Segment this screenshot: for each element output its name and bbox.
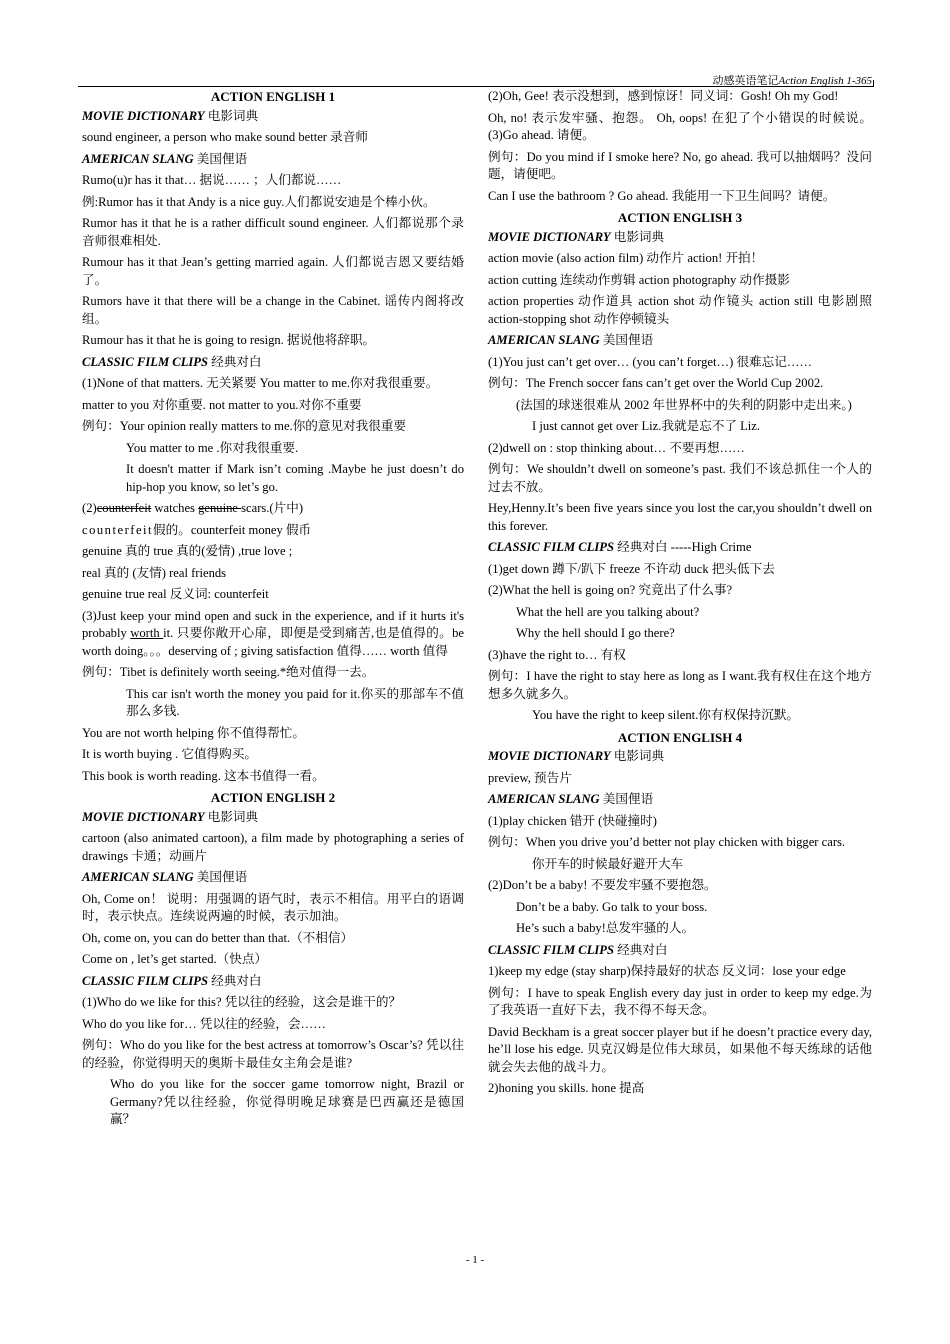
example-line: I just cannot get over Liz.我就是忘不了 Liz. <box>532 419 761 433</box>
subsection-label <box>488 942 872 960</box>
subsection-label-cn: 美国俚语 <box>193 870 248 884</box>
spaced-word: counterfeit <box>82 522 154 537</box>
note-line: 例句：The French soccer fans can’t get over the World Cup 2002. <box>488 376 824 390</box>
note-line: (1)play chicken 错开 (快碰撞时) <box>488 813 657 828</box>
section-heading: ACTION ENGLISH 4 <box>617 729 743 745</box>
header-rule-tick <box>873 80 874 87</box>
note-line: 1)keep my edge (stay sharp)保持最好的状态 反义词：lose your edge <box>488 964 846 978</box>
note-line: Rumour has it that Jean’s getting married again. 人们都说吉恩又要结婚了。 <box>82 255 464 287</box>
subsection-label-cn: 经典对白 <box>207 973 262 988</box>
note-line: Rumor has it that he is a rather difficult sound engineer. 人们都说那个录音师很难相处. <box>82 216 464 248</box>
note-line: 例句：Who do you like for the best actress at tomorrow’s Oscar’s? 凭以往的经验，你觉得明天的奥斯卡最佳女主角会是谁? <box>82 1038 464 1070</box>
text-run: watches <box>151 501 199 515</box>
note-line: matter to you 对你重要. not matter to you.对你不重要 <box>82 397 362 412</box>
example-line: Don’t be a baby. Go talk to your boss. <box>516 899 708 914</box>
subsection-label-en: CLASSIC FILM CLIPS <box>82 973 208 988</box>
text-run: it. 只要你敞开心扉，即便是受到痛苦,也是值得的。be worth doing。。。deserving of ; giving satisfaction 值得…… worth 值得 <box>82 626 464 658</box>
note-line: 例句：I have the right to stay here as long as I want.我有权住在这个地方想多久就多久。 <box>488 669 872 701</box>
note-line: 例句：We shouldn’t dwell on someone’s past. 我们不该总抓住一个人的过去不放。 <box>488 462 872 494</box>
text-run: (2) <box>82 501 97 515</box>
example-line: You have the right to keep silent.你有权保持沉默。 <box>532 708 800 722</box>
subsection-label <box>488 539 872 557</box>
note-line: action properties 动作道具 action shot 动作镜头 action still 电影剧照 action-stopping shot 动作停顿镜头 <box>488 294 872 326</box>
note-line: (2)Don’t be a baby! 不要发牢骚不要抱怨。 <box>488 878 717 892</box>
subsection-label-en: MOVIE DICTIONARY <box>488 229 611 244</box>
subsection-label-cn: 电影词典 <box>204 809 259 824</box>
note-line: action cutting 连续动作剪辑 action photography 动作摄影 <box>488 272 790 287</box>
note-line: (3)have the right to… 有权 <box>488 647 626 662</box>
note-line: (2)dwell on : stop thinking about… 不要再想…… <box>488 440 745 455</box>
note-line: Oh, come on, you can do better than that.（不相信） <box>82 930 354 945</box>
note-line: genuine 真的 true 真的(爱情) ,true love ; <box>82 544 293 558</box>
note-line: Rumo(u)r has it that… 据说…… ；人们都说…… <box>82 173 342 187</box>
note-line: Come on , let’s get started.（快点） <box>82 952 268 966</box>
header-rule <box>78 86 874 87</box>
note-line: Oh, Come on！ 说明：用强调的语气时，表示不相信。用平白的语调时，表示快点。连续说两遍的时候，表示加油。 <box>82 891 464 923</box>
subsection-label-en: AMERICAN SLANG <box>82 870 194 884</box>
page-number: - 1 - <box>465 1254 485 1266</box>
note-line: 例句：Tibet is definitely worth seeing.*绝对值得一去。 <box>82 665 375 679</box>
example-line: 你开车的时候最好避开大车 <box>532 856 684 871</box>
subsection-label <box>82 809 464 827</box>
subsection-label-en: MOVIE DICTIONARY <box>82 809 205 824</box>
example-line: It doesn't matter if Mark isn’t coming .Maybe he just doesn’t do hip-hop you know, so let’s go. <box>126 462 464 494</box>
note-line: real 真的 (友情) real friends <box>82 565 227 580</box>
text-run: scars.(片中) <box>241 501 304 515</box>
subsection-label-cn: 经典对白 <box>207 354 262 369</box>
subsection-label-en: AMERICAN SLANG <box>82 151 194 166</box>
subsection-label-cn: 美国俚语 <box>193 151 248 166</box>
right-column <box>488 88 872 1102</box>
subsection-label-cn: 经典对白 <box>613 942 668 957</box>
struck-word: counterfeit <box>96 501 152 515</box>
note-line: 例句：When you drive you’d better not play chicken with bigger cars. <box>488 835 846 849</box>
subsection-label <box>488 332 872 350</box>
subsection-label <box>82 108 464 126</box>
subsection-label-en: CLASSIC FILM CLIPS <box>82 354 208 369</box>
subsection-label <box>82 354 464 372</box>
subsection-label-en: AMERICAN SLANG <box>488 792 600 806</box>
note-line: (2)What the hell is going on? 究竟出了什么事? <box>488 583 733 597</box>
note-line: You are not worth helping 你不值得帮忙。 <box>82 725 305 740</box>
note-line: Hey,Henny.It’s been five years since you lost the car,you shouldn’t dwell on this forever. <box>488 501 872 533</box>
note-line: Rumour has it that he is going to resign. 据说他将辞职。 <box>82 333 376 347</box>
note-line: David Beckham is a great soccer player but if he doesn’t practice every day, he’ll lose his edge. 贝克汉姆是位伟大球员，如果他不每天练球的话他就会失去他的战斗力。 <box>488 1024 872 1074</box>
example-line: Why the hell should I go there? <box>516 626 675 640</box>
section-heading: ACTION ENGLISH 2 <box>210 790 336 805</box>
subsection-label <box>82 151 464 169</box>
note-line: sound engineer, a person who make sound better 录音师 <box>82 130 368 144</box>
struck-word: genuine <box>198 501 242 515</box>
example-line: This car isn't worth the money you paid for it.你买的那部车不值那么多钱. <box>126 686 464 718</box>
note-line: Can I use the bathroom ? Go ahead. 我能用一下卫生间吗？请便。 <box>488 188 836 203</box>
note-line: It is worth buying . 它值得购买。 <box>82 747 257 761</box>
subsection-label-cn: 电影词典 <box>204 108 259 123</box>
subsection-label-cn: 电影词典 <box>610 749 665 763</box>
note-line: genuine true real 反义词: counterfeit <box>82 587 269 601</box>
note-line: (1)Who do we like for this? 凭以往的经验，这会是谁干的？ <box>82 995 402 1009</box>
subsection-label <box>488 748 872 766</box>
note-line: 例:Rumor has it that Andy is a nice guy.人们都说安迪是个棒小伙。 <box>82 194 436 209</box>
subsection-label-en: CLASSIC FILM CLIPS <box>488 540 614 554</box>
section-heading: ACTION ENGLISH 1 <box>210 89 336 104</box>
underlined-word: worth <box>130 626 164 640</box>
text-run: 假的。counterfeit money 假币 <box>153 522 312 537</box>
subsection-label <box>82 973 464 991</box>
subsection-label-en: MOVIE DICTIONARY <box>82 108 205 123</box>
note-line: (1)None of that matters. 无关紧要 You matter to me.你对我很重要。 <box>82 376 439 390</box>
subsection-label-en: AMERICAN SLANG <box>488 333 600 347</box>
subsection-label-cn: 电影词典 <box>610 229 665 244</box>
subsection-label <box>82 869 464 887</box>
note-line <box>82 522 464 540</box>
note-line: Who do you like for… 凭以往的经验，会…… <box>82 1016 326 1031</box>
note-line: action movie (also action film) 动作片 action! 开拍！ <box>488 251 764 265</box>
note-line: 例句：Do you mind if I smoke here? No, go ahead. 我可以抽烟吗？没问题，请便吧。 <box>488 149 872 181</box>
note-line <box>82 608 464 661</box>
note-line: (1)get down 蹲下/趴下 freeze 不许动 duck 把头低下去 <box>488 561 775 576</box>
example-line: (法国的球迷很难从 2002 年世界杯中的失利的阴影中走出来。) <box>516 397 852 412</box>
text-run: (3)Just keep your mind open and suck in the experience, and if it hurts it's probably <box>82 608 464 640</box>
note-line: 例句：Your opinion really matters to me.你的意见对我很重要 <box>82 419 407 433</box>
note-line: (2)Oh, Gee! 表示没想到，感到惊讶！同义词：Gosh! Oh my God! <box>488 89 839 103</box>
subsection-label-en: CLASSIC FILM CLIPS <box>488 942 614 957</box>
header-italic: Action English 1-365 <box>778 75 872 87</box>
note-line: cartoon (also animated cartoon), a film made by photographing a series of drawings 卡通；动画片 <box>82 831 464 863</box>
example-line: He’s such a baby!总发牢骚的人。 <box>516 921 695 935</box>
note-line: Oh, no! 表示发牢骚、抱怨。 Oh, oops! 在犯了个小错误的时候说。 (3)Go ahead. 请便。 <box>488 110 872 142</box>
subsection-label <box>488 791 872 809</box>
subsection-label-cn: 美国俚语 <box>599 792 654 806</box>
header-prefix: 动感英语笔记 <box>712 75 779 87</box>
note-line <box>82 500 464 518</box>
note-line: This book is worth reading. 这本书值得一看。 <box>82 768 325 783</box>
section-heading: ACTION ENGLISH 3 <box>617 210 743 225</box>
subsection-label-cn: 美国俚语 <box>599 333 654 347</box>
note-line: preview, 预告片 <box>488 770 572 785</box>
subsection-label-cn: 经典对白 -----High Crime <box>613 540 752 554</box>
note-line: Rumors have it that there will be a change in the Cabinet. 谣传内阁将改组。 <box>82 294 464 326</box>
subsection-label <box>488 229 872 247</box>
note-line: 2)honing you skills. hone 提高 <box>488 1081 645 1095</box>
left-column <box>82 88 464 1133</box>
note-line: 例句：I have to speak English every day just in order to keep my edge.为了我英语一直好下去，我不得不每天念。 <box>488 985 872 1017</box>
example-line: You matter to me .你对我很重要. <box>126 440 299 455</box>
example-line: What the hell are you talking about? <box>516 604 700 619</box>
example-line: Who do you like for the soccer game tomorrow night, Brazil or Germany?凭以往经验，你觉得明晚足球赛是巴西赢还是德国赢？ <box>110 1077 464 1126</box>
note-line: (1)You just can’t get over… (you can’t forget…) 很难忘记…… <box>488 354 813 369</box>
subsection-label-en: MOVIE DICTIONARY <box>488 749 611 763</box>
